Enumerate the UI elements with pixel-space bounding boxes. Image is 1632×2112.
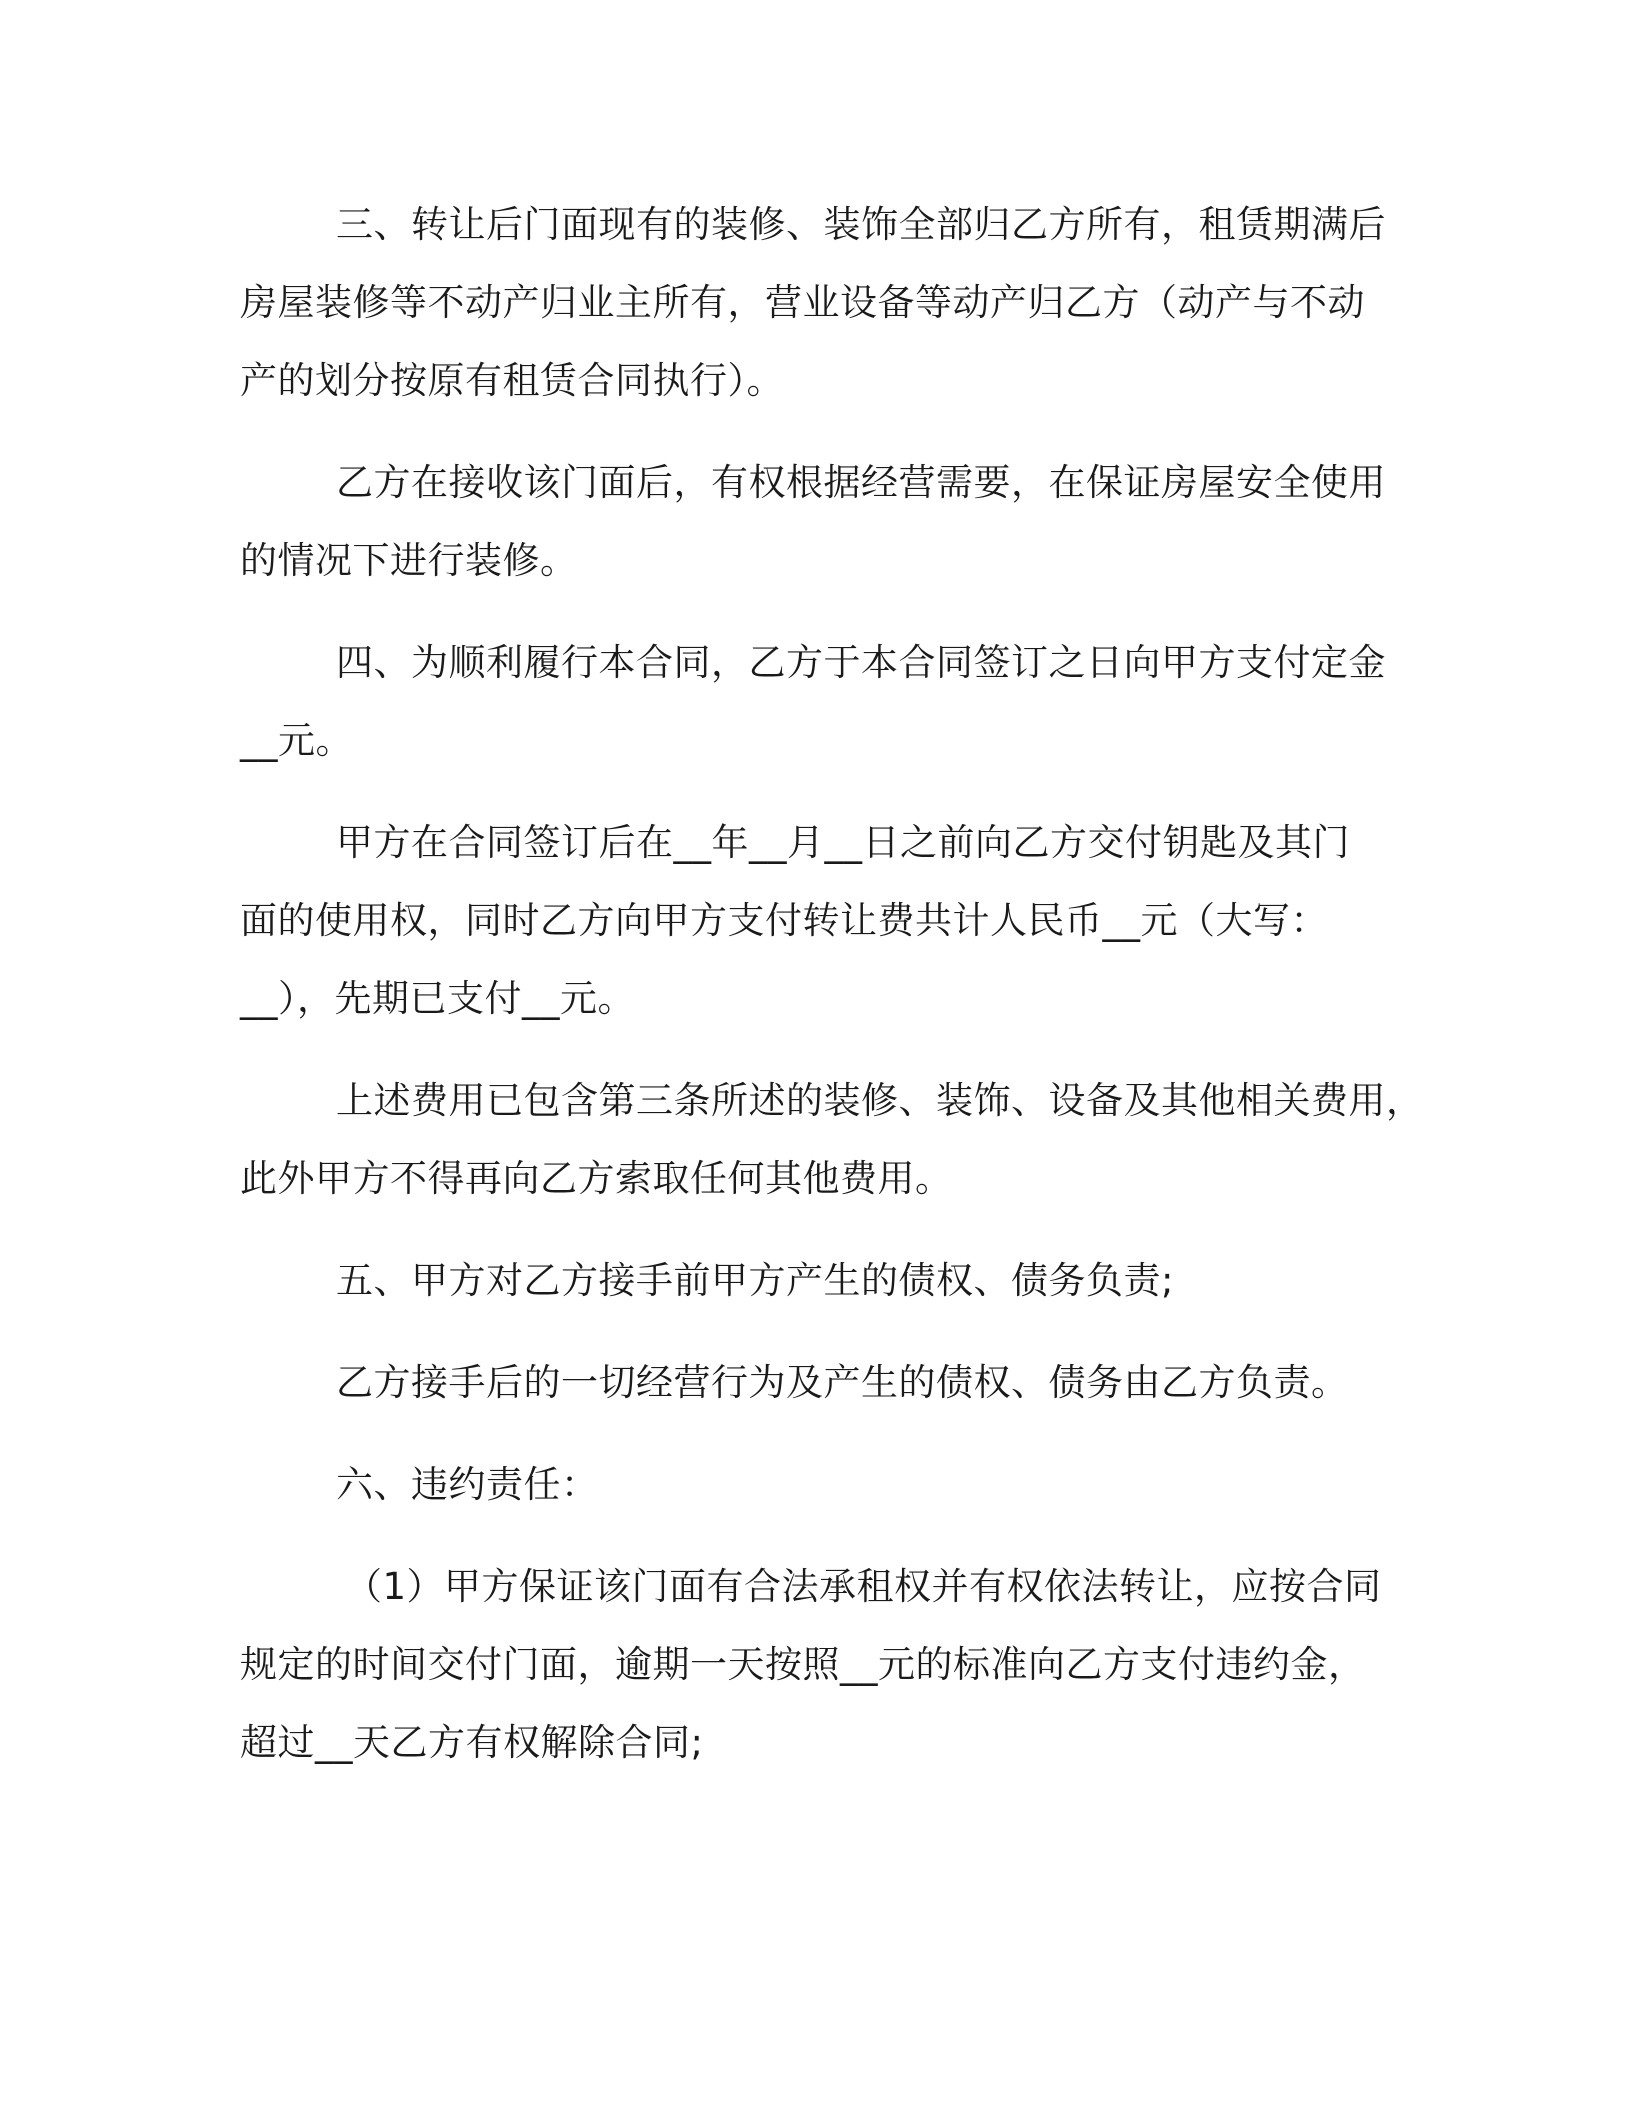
- text-line: 乙方在接收该门面后，有权根据经营需要，在保证房屋安全使用: [336, 461, 1386, 504]
- paragraph-clause-3: [240, 186, 1390, 420]
- text-line: 甲方在合同签订后在__年__月__日之前向乙方交付钥匙及其门: [336, 821, 1350, 864]
- text-line: 面的使用权，同时乙方向甲方支付转让费共计人民币__元（大写：: [240, 899, 1328, 942]
- paragraph-clause-5-after: [240, 1344, 1390, 1422]
- text-line: 三、转让后门面现有的装修、装饰全部归乙方所有，租赁期满后: [336, 203, 1386, 246]
- text-line: 四、为顺利履行本合同，乙方于本合同签订之日向甲方支付定金: [336, 641, 1386, 684]
- text-line: 乙方接手后的一切经营行为及产生的债权、债务由乙方负责。: [336, 1361, 1349, 1404]
- text-line: 的情况下进行装修。: [240, 539, 578, 582]
- text-line: __元。: [240, 719, 353, 762]
- text-line: 六、违约责任：: [336, 1463, 599, 1506]
- paragraph-clause-4: [240, 624, 1390, 780]
- text-line: 五、甲方对乙方接手前甲方产生的债权、债务负责;: [336, 1259, 1174, 1302]
- text-line: 房屋装修等不动产归业主所有，营业设备等动产归乙方（动产与不动: [240, 281, 1365, 324]
- text-line: 超过__天乙方有权解除合同;: [240, 1721, 704, 1764]
- text-line: __），先期已支付__元。: [240, 977, 635, 1020]
- text-line: 规定的时间交付门面，逾期一天按照__元的标准向乙方支付违约金，: [240, 1643, 1366, 1686]
- paragraph-clause-3-renovation: [240, 444, 1390, 600]
- text-line: 此外甲方不得再向乙方索取任何其他费用。: [240, 1157, 953, 1200]
- paragraph-clause-6: [240, 1446, 1390, 1524]
- text-line: 产的划分按原有租赁合同执行）。: [240, 359, 784, 402]
- text-line: 上述费用已包含第三条所述的装修、装饰、设备及其他相关费用，: [336, 1079, 1424, 1122]
- text-line: （1）甲方保证该门面有合法承租权并有权依法转让，应按合同: [345, 1565, 1382, 1608]
- paragraph-clause-5: [240, 1242, 1390, 1320]
- paragraph-clause-4-fees: [240, 1062, 1424, 1218]
- paragraph-clause-6-1: [240, 1548, 1390, 1782]
- paragraph-clause-4-payment: [240, 804, 1390, 1038]
- document-body: [240, 186, 1424, 1806]
